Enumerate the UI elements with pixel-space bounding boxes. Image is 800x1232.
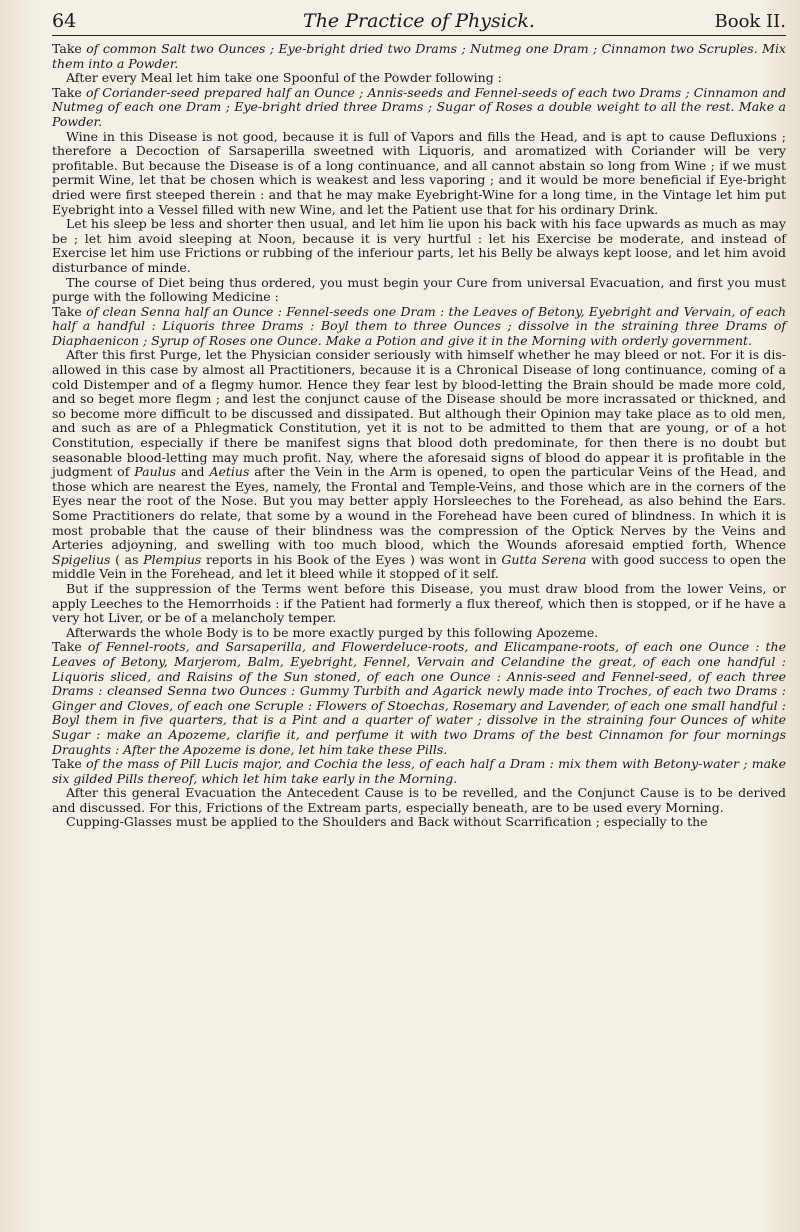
paragraph: [52, 71, 786, 86]
running-title: The Practice of Physick.: [303, 10, 535, 32]
page-number: 64: [52, 10, 77, 32]
body-text: [52, 42, 786, 830]
paragraph: [52, 217, 786, 275]
text-run: Wine in this Disease is not good, because it is full of Vapors and fills the Head, and is apt to cause Defluxions ; therefore a Decoction of Sarsaperilla sweetned with Liquoris, and aromatized with Coriander will be very profitable. But because the Disease is of a long continuance, and all cannot abstain so long from Wine ; if we must permit Wine, let that be chosen which is weakest and less vaporing ; and it would be more beneficial if Eye-bright dried were first steeped therein : and that he may make Eyebright-Wine for a long time, in the Vintage let him put Eyebright into a Vessel filled with new Wine, and let the Patient use that for his ordinary Drink.: [52, 128, 786, 217]
text-run: Let his sleep be less and shorter then usual, and let him lie upon his back with his face upwards as much as may be ; let him avoid sleeping at Noon, because it is very hurtful : let his Exercise be moderate, and instead of Exercise let him use Frictions or rubbing of the inferiour parts, let his Belly be always kept loose, and let him avoid disturbance of minde.: [52, 216, 786, 275]
paragraph: [52, 582, 786, 626]
text-run: After this first Purge, let the Physician consider seriously with himself whether he may bleed or not. For it is dis-allowed in this case by almost all Practitioners, because it is a Chronical Disease of long continuance, coming of a cold Distemper and of a flegmy humor. Hence they fear lest by blood-letting the Brain should be made more cold, and so beget more flegm ; and lest the conjunct cause of the Disease should be more incrassated or thickned, and so become more difficult to be discussed and dissipated. But although their Opinion may take place as to old men, and such as are of a Phlegmatick Constitution, yet it is not to be admitted to them that are young, or of a hot Constitution, especially if there be manifest signs that blood doth predominate, for then there is no doubt but seasonable blood-letting may much profit. Nay, where the aforesaid signs of blood do appear it is profitable in the judgment of: [52, 347, 786, 480]
paragraph: [52, 757, 786, 786]
text-run: of the mass of Pill Lucis major, and Cochia the less, of each half a Dram : mix them with Betony-water ; make six gilded Pills thereof, which let him take early in the Morning.: [52, 756, 786, 786]
text-run: The course of Diet being thus ordered, you must begin your Cure from universal Evacuation, and first you must purge with the following Medicine :: [52, 274, 786, 305]
text-run: of Coriander-seed prepared half an Ounce ; Annis-seeds and Fennel-seeds of each two Drams ; Cinnamon and Nutmeg of each one Dram ; Eye-bright dried three Drams ; Sugar of Roses a double weight to all the rest. Make a Powder.: [52, 84, 786, 129]
text-run: Aetius: [209, 464, 250, 480]
text-run: Cupping-Glasses must be applied to the Shoulders and Back without Scarrification ; especially to the: [66, 814, 708, 830]
paragraph: [52, 786, 786, 815]
text-run: of clean Senna half an Ounce : Fennel-seeds one Dram : the Leaves of Betony, Eyebright and Vervain, of each half a handful : Liquoris three Drams : Boyl them to three Ounces ; dissolve in the straining three Drams of Diaphaenicon ; Syrup of Roses one Ounce. Make a Potion and give it in the Morning with orderly government.: [52, 303, 786, 348]
text-run: Take: [52, 303, 87, 319]
text-run: But if the suppression of the Terms went before this Disease, you must draw blood from the lower Veins, or apply Leeches to the Hemorrhoids : if the Patient had formerly a flux thereof, which then is stopped, or if he have a very hot Liver, or be of a melancholy temper.: [52, 580, 786, 626]
text-run: of common Salt two Ounces ; Eye-bright dried two Drams ; Nutmeg one Dram ; Cinnamon two Scruples. Mix them into a Powder.: [52, 41, 786, 71]
text-run: reports in his Book of the Eyes ) was wont in: [201, 551, 502, 567]
text-run: and: [176, 464, 210, 480]
paragraph: [52, 42, 786, 71]
text-run: after the Vein in the Arm is opened, to open the particular Veins of the Head, and those which are nearest the Eyes, namely, the Frontal and Temple-Veins, and those which are in the corners of the Eyes near the root of the Nose. But you may better apply Horsleeches to the Forehead, as also behind the Ears. Some Practitioners do relate, that some by a wound in the Forehead have been cured of blindness. In which it is most probable that the cause of their blindness was the compression of the Optick Nerves by the Veins and Arteries adjoyning, and swelling with too much blood, which the Wounds aforesaid emptied forth, Whence: [52, 464, 786, 553]
text-run: After this general Evacuation the Antecedent Cause is to be revelled, and the Conjunct Cause is to be derived and discussed. For this, Frictions of the Extream parts, especially beneath, are to be used every Morning.: [52, 785, 786, 815]
running-header: [52, 6, 786, 36]
paragraph: [52, 305, 786, 349]
text-run: with good success to open the middle Vein in the Forehead, and let it bleed while it stopped of it self.: [52, 551, 787, 582]
text-run: Take: [52, 756, 87, 772]
text-run: of Fennel-roots, and Sarsaperilla, and Flowerdeluce-roots, and Elicampane-roots, of each one Ounce : the Leaves of Betony, Marjerom, Balm, Eyebright, Fennel, Vervain and Celandine the great, of each one handful : Liquoris sliced, and Raisins of the Sun stoned, of each one Ounce : Annis-seed and Fennel-seed, of each three Drams : cleansed Senna two Ounces : Gummy Turbith and Agarick newly made into Troches, of each two Drams : Ginger and Cloves, of each one Scruple : Flowers of Stoechas, Rosemary and Lavender, of each one small handful : Boyl them in five quarters, that is a Pint and a quarter of water ; dissolve in the straining four Ounces of white Sugar : make an Apozeme, clarifie it, and perfume it with two Drams of the best Cinnamon for four mornings Draughts : After the Apozeme is done, let him take these Pills.: [52, 639, 786, 757]
book-label: Book II.: [714, 11, 786, 32]
paragraph: [52, 348, 786, 582]
text-run: Gutta Serena: [501, 551, 587, 567]
text-run: Take: [52, 41, 87, 56]
text-run: ( as: [110, 551, 144, 567]
paragraph: [52, 815, 786, 830]
paragraph: [52, 640, 786, 757]
paragraph: [52, 276, 786, 305]
text-run: Plempius: [143, 551, 202, 567]
paragraph: [52, 130, 786, 218]
text-run: Take: [52, 84, 86, 100]
paragraph: [52, 86, 786, 130]
text-run: Spigelius: [52, 551, 111, 567]
paragraph: [52, 626, 786, 641]
text-run: Paulus: [134, 464, 177, 480]
text-run: Afterwards the whole Body is to be more exactly purged by this following Apozeme.: [66, 624, 599, 640]
text-run: After every Meal let him take one Spoonful of the Powder following :: [66, 70, 502, 86]
text-run: Take: [52, 639, 88, 655]
